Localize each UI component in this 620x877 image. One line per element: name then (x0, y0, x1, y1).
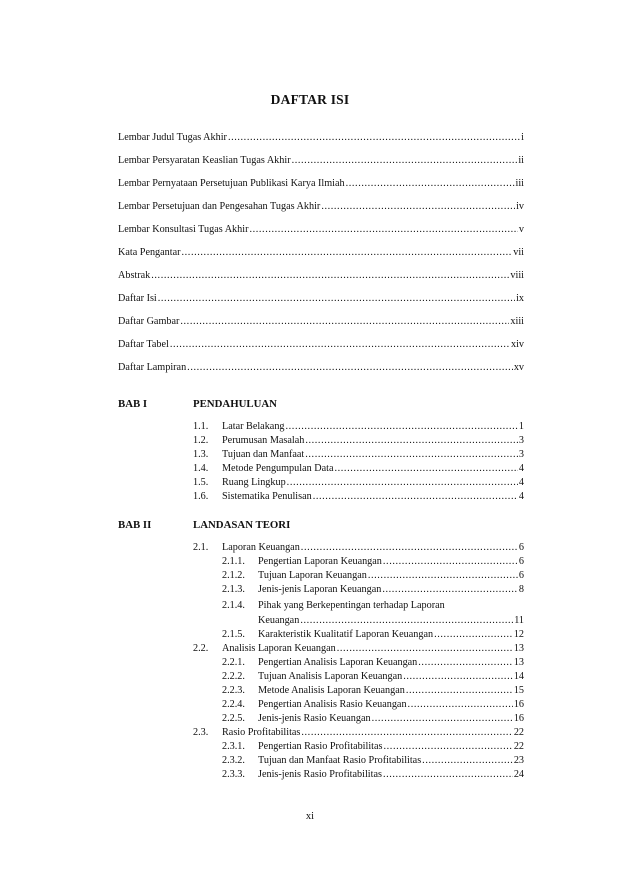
dot-leader (305, 448, 518, 461)
dot-leader (292, 154, 518, 167)
toc-entry-page: i (521, 132, 524, 143)
dot-leader (383, 555, 518, 568)
section-number: 2.3. (193, 727, 209, 738)
toc-entry-label: Sistematika Penulisan (222, 491, 312, 502)
section-number: 1.2. (193, 435, 209, 446)
toc-entry-label: Abstrak (118, 270, 151, 281)
page-number-footer: xi (305, 811, 315, 822)
toc-entry[interactable] (222, 726, 524, 739)
dot-leader (321, 200, 515, 213)
toc-entry-label: Pengertian Laporan Keuangan (258, 556, 382, 567)
toc-entry[interactable] (258, 684, 524, 697)
dot-leader (406, 684, 513, 697)
toc-entry-label: Jenis-jenis Laporan Keuangan (258, 584, 382, 595)
toc-entry-page: vii (513, 247, 524, 258)
toc-entry-label: Tujuan dan Manfaat (222, 449, 305, 460)
toc-entry-page: viii (510, 270, 524, 281)
toc-entry[interactable] (118, 154, 524, 167)
toc-entry-page: 6 (518, 556, 524, 567)
toc-entry-label: Rasio Profitabilitas (222, 727, 301, 738)
toc-entry[interactable] (258, 614, 524, 627)
toc-entry-label: Lembar Persyaratan Keaslian Tugas Akhir (118, 155, 291, 166)
dot-leader (300, 614, 513, 627)
toc-entry[interactable] (222, 420, 524, 433)
toc-entry-page: 13 (513, 643, 524, 654)
subsection-number: 2.1.5. (222, 629, 245, 640)
toc-entry[interactable] (222, 434, 524, 447)
subsection-number: 2.3.2. (222, 755, 245, 766)
toc-entry[interactable] (258, 583, 524, 596)
toc-entry[interactable] (222, 462, 524, 475)
toc-entry-label: Tujuan dan Manfaat Rasio Profitabilitas (258, 755, 422, 766)
toc-entry-label: Pengertian Rasio Profitabilitas (258, 741, 383, 752)
toc-entry-label: Metode Analisis Laporan Keuangan (258, 685, 405, 696)
toc-entry-page: 16 (513, 713, 524, 724)
subsection-number: 2.2.1. (222, 657, 245, 668)
toc-entry[interactable] (222, 476, 524, 489)
toc-entry-label: Lembar Persetujuan dan Pengesahan Tugas Akhir (118, 201, 321, 212)
toc-entry[interactable] (222, 541, 524, 554)
toc-entry-page: ix (516, 293, 524, 304)
toc-entry-label: Jenis-jenis Rasio Profitabilitas (258, 769, 382, 780)
subsection-number: 2.1.2. (222, 570, 245, 581)
subsection-number: 2.2.4. (222, 699, 245, 710)
toc-entry-page: 4 (518, 463, 524, 474)
dot-leader (337, 642, 513, 655)
subsection-number: 2.1.4. (222, 600, 245, 611)
toc-entry-page: 4 (518, 491, 524, 502)
chapter-title[interactable]: PENDAHULUAN (193, 398, 277, 410)
toc-entry[interactable] (258, 698, 524, 711)
section-number: 2.2. (193, 643, 209, 654)
toc-entry-label: Perumusan Masalah (222, 435, 305, 446)
dot-leader (187, 361, 513, 374)
dot-leader (249, 223, 517, 236)
toc-entry-page: 23 (513, 755, 524, 766)
toc-entry[interactable] (222, 490, 524, 503)
subsection-number: 2.3.3. (222, 769, 245, 780)
toc-entry-page: xiv (510, 339, 524, 350)
toc-entry-page: 6 (518, 570, 524, 581)
dot-leader (158, 292, 515, 305)
subsection-number: 2.1.3. (222, 584, 245, 595)
toc-entry-label: Ruang Lingkup (222, 477, 286, 488)
section-number: 1.1. (193, 421, 209, 432)
subsection-number: 2.2.3. (222, 685, 245, 696)
toc-entry-page: 22 (513, 741, 524, 752)
dot-leader (382, 583, 518, 596)
dot-leader (384, 740, 513, 753)
dot-leader (228, 131, 520, 144)
toc-entry-page: 14 (513, 671, 524, 682)
dot-leader (372, 712, 513, 725)
dot-leader (383, 768, 513, 781)
toc-entry-page: 24 (513, 769, 524, 780)
dot-leader (422, 754, 513, 767)
toc-entry[interactable] (118, 315, 524, 328)
dot-leader (368, 569, 518, 582)
toc-entry[interactable] (258, 740, 524, 753)
chapter-number: BAB I (118, 398, 148, 410)
dot-leader (434, 628, 513, 641)
toc-entry[interactable] (118, 292, 524, 305)
toc-entry-label: Laporan Keuangan (222, 542, 300, 553)
section-number: 1.6. (193, 491, 209, 502)
dot-leader (346, 177, 515, 190)
toc-entry[interactable] (118, 269, 524, 282)
toc-entry[interactable] (258, 656, 524, 669)
dot-leader (418, 656, 513, 669)
toc-entry-page: 8 (518, 584, 524, 595)
toc-entry-label: Kata Pengantar (118, 247, 181, 258)
toc-entry[interactable] (258, 555, 524, 568)
toc-entry-label: Metode Pengumpulan Data (222, 463, 334, 474)
page-title: DAFTAR ISI (270, 92, 350, 107)
toc-entry-label: Karakteristik Kualitatif Laporan Keuangan (258, 629, 434, 640)
toc-entry-page: 22 (513, 727, 524, 738)
chapter-number: BAB II (118, 519, 152, 531)
toc-entry-page: ii (518, 155, 524, 166)
toc-entry-label: Pengertian Analisis Laporan Keuangan (258, 657, 418, 668)
toc-entry[interactable] (118, 246, 524, 259)
toc-entry-label: Pengertian Analisis Rasio Keuangan (258, 699, 407, 710)
toc-entry[interactable] (222, 642, 524, 655)
toc-entry-page: 13 (513, 657, 524, 668)
toc-entry[interactable] (258, 670, 524, 683)
toc-entry-label: Tujuan Laporan Keuangan (258, 570, 367, 581)
dot-leader (301, 726, 512, 739)
toc-entry[interactable] (118, 361, 524, 374)
dot-leader (334, 462, 517, 475)
toc-entry[interactable] (118, 338, 524, 351)
toc-entry-page: 1 (518, 421, 524, 432)
toc-entry-label: Daftar Lampiran (118, 362, 187, 373)
subsection-number: 2.2.2. (222, 671, 245, 682)
section-number: 1.4. (193, 463, 209, 474)
toc-entry-label: Keuangan (258, 615, 300, 626)
toc-entry-label: Analisis Laporan Keuangan (222, 643, 336, 654)
toc-entry-label: Lembar Pernyataan Persetujuan Publikasi Karya Ilmiah (118, 178, 345, 189)
dot-leader (182, 246, 513, 259)
dot-leader (287, 476, 518, 489)
toc-entry-label: Jenis-jenis Rasio Keuangan (258, 713, 371, 724)
toc-entry[interactable] (118, 200, 524, 213)
toc-entry-page: 3 (518, 435, 524, 446)
toc-entry[interactable] (118, 131, 524, 144)
toc-entry[interactable] (258, 768, 524, 781)
toc-entry-page: 3 (518, 449, 524, 460)
toc-entry-label: Daftar Tabel (118, 339, 169, 350)
toc-entry[interactable] (258, 569, 524, 582)
chapter-title[interactable]: LANDASAN TEORI (193, 519, 291, 531)
dot-leader (180, 315, 509, 328)
dot-leader (301, 541, 518, 554)
toc-entry-page: 12 (513, 629, 524, 640)
subsection-number: 2.2.5. (222, 713, 245, 724)
dot-leader (286, 420, 518, 433)
toc-entry[interactable] (222, 448, 524, 461)
toc-entry-page: 4 (518, 477, 524, 488)
toc-entry-label-line1[interactable]: Pihak yang Berkepentingan terhadap Laporan (258, 600, 445, 611)
toc-entry[interactable] (118, 223, 524, 236)
toc-entry-page: 11 (514, 615, 524, 626)
toc-entry-page: v (518, 224, 524, 235)
toc-entry-label: Daftar Isi (118, 293, 157, 304)
section-number: 1.5. (193, 477, 209, 488)
dot-leader (408, 698, 513, 711)
dot-leader (305, 434, 518, 447)
toc-entry-label: Tujuan Analisis Laporan Keuangan (258, 671, 403, 682)
toc-entry-label: Lembar Konsultasi Tugas Akhir (118, 224, 249, 235)
toc-entry[interactable] (258, 628, 524, 641)
toc-entry-label: Lembar Judul Tugas Akhir (118, 132, 227, 143)
subsection-number: 2.1.1. (222, 556, 245, 567)
toc-entry-page: xiii (510, 316, 524, 327)
dot-leader (313, 490, 518, 503)
toc-entry[interactable] (258, 712, 524, 725)
toc-entry-label: Daftar Gambar (118, 316, 180, 327)
toc-entry-page: 6 (518, 542, 524, 553)
toc-entry-page: iii (515, 178, 524, 189)
toc-entry-page: 16 (513, 699, 524, 710)
toc-entry[interactable] (258, 754, 524, 767)
dot-leader (403, 670, 513, 683)
toc-entry-page: iv (516, 201, 524, 212)
toc-entry-label: Latar Belakang (222, 421, 285, 432)
toc-entry-page: 15 (513, 685, 524, 696)
section-number: 1.3. (193, 449, 209, 460)
dot-leader (170, 338, 510, 351)
section-number: 2.1. (193, 542, 209, 553)
toc-entry-page: xv (513, 362, 524, 373)
toc-entry[interactable] (118, 177, 524, 190)
subsection-number: 2.3.1. (222, 741, 245, 752)
dot-leader (151, 269, 509, 282)
